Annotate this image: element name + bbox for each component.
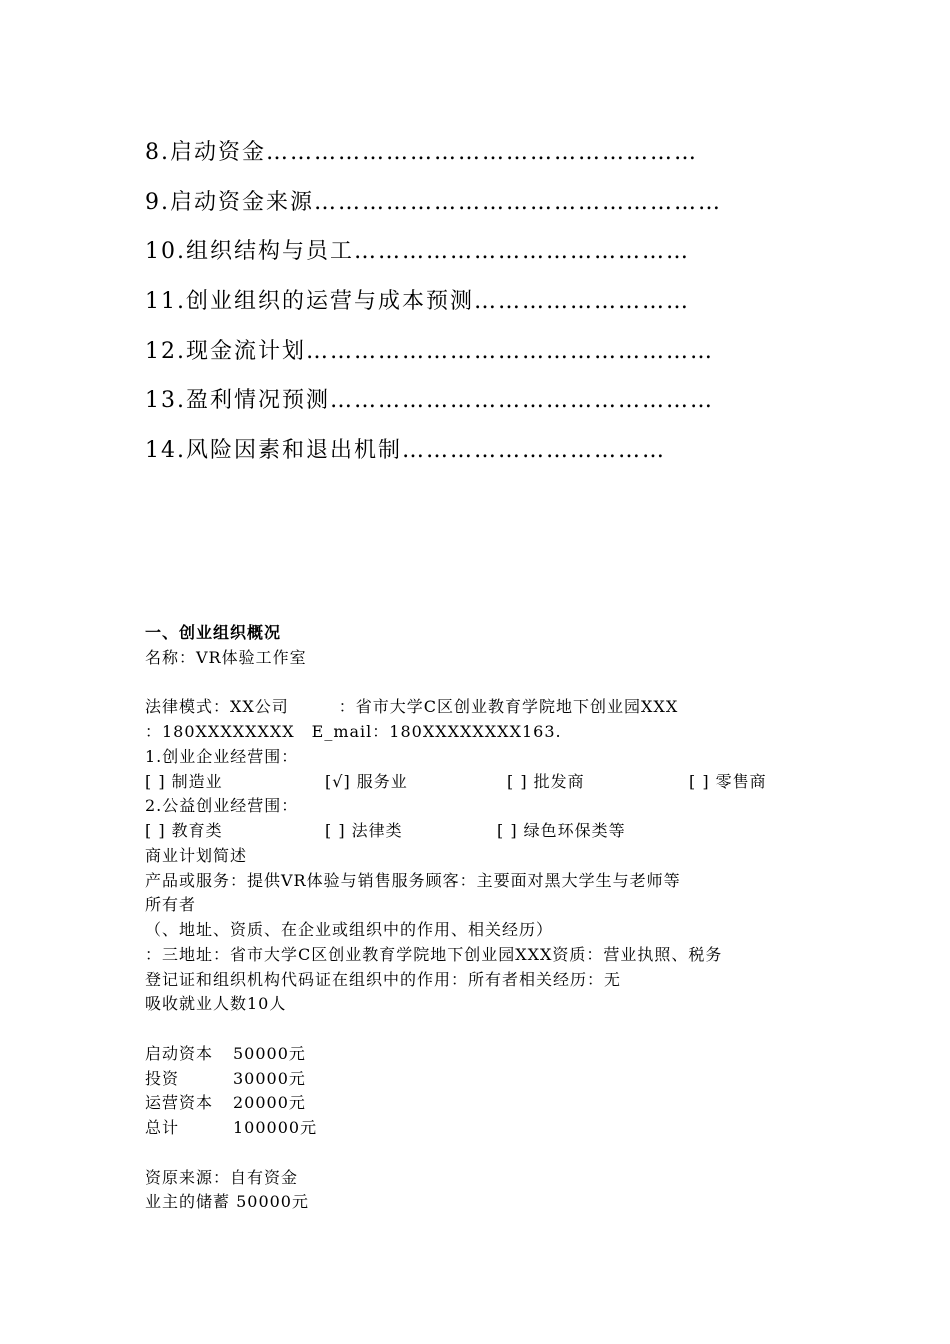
option-wholesale: [ ] 批发商 xyxy=(507,771,585,791)
owner-note: （、地址、资质、在企业或组织中的作用、相关经历） xyxy=(145,920,554,939)
blank-line xyxy=(145,1141,845,1166)
plan-summary-title: 商业计划简述 xyxy=(145,845,248,865)
employment-line: 吸收就业人数10人 xyxy=(145,994,287,1014)
section-heading: 一、创业组织概况 xyxy=(145,623,282,642)
blank-line xyxy=(145,671,845,696)
capital-value: 20000元 xyxy=(233,1093,306,1113)
capital-label: 总计 xyxy=(145,1118,180,1137)
org-name: 名称：VR体验工作室 xyxy=(145,647,307,667)
capital-row xyxy=(145,1067,845,1092)
table-of-contents xyxy=(145,128,825,476)
option-environmental: [ ] 绿色环保类等 xyxy=(497,821,626,840)
section-body xyxy=(145,621,845,1215)
owner-savings: 业主的储蓄 50000元 xyxy=(145,1192,309,1212)
toc-entry: 9.启动资金来源…………………………………………… xyxy=(145,189,722,215)
capital-label: 启动资本 xyxy=(145,1043,214,1063)
capital-label: 投资 xyxy=(145,1068,180,1088)
public-scope-label: 2.公益创业经营围： xyxy=(145,796,299,816)
public-options xyxy=(145,819,845,844)
contact-line: ：180XXXXXXXX E_mail：180XXXXXXXX163. xyxy=(145,722,562,741)
enterprise-options xyxy=(145,770,845,795)
option-education: [ ] 教育类 xyxy=(145,821,223,840)
option-manufacturing: [ ] 制造业 xyxy=(145,771,223,791)
org-address: ：省市大学C区创业教育学院地下创业园XXX xyxy=(338,697,679,717)
product-line: 产品或服务：提供VR体验与销售服务顾客：主要面对黑大学生与老师等 xyxy=(145,870,681,890)
toc-entry: 12.现金流计划…………………………………………… xyxy=(145,338,714,364)
option-services: [√] 服务业 xyxy=(325,771,408,791)
option-legal: [ ] 法律类 xyxy=(325,821,403,840)
toc-entry: 14.风险因素和退出机制…………………………… xyxy=(145,438,666,464)
capital-label: 运营资本 xyxy=(145,1093,214,1113)
enterprise-scope-label: 1.创业企业经营围： xyxy=(145,746,299,766)
capital-row xyxy=(145,1116,845,1141)
capital-row xyxy=(145,1042,845,1067)
toc-entry: 13.盈利情况预测………………………………………… xyxy=(145,388,714,414)
toc-entry: 8.启动资金……………………………………………… xyxy=(145,140,698,165)
capital-value: 50000元 xyxy=(233,1043,306,1063)
capital-value: 100000元 xyxy=(233,1118,318,1137)
capital-row xyxy=(145,1091,845,1116)
option-retail: [ ] 零售商 xyxy=(689,771,767,791)
capital-value: 30000元 xyxy=(233,1068,306,1088)
address-line: ：三地址：省市大学C区创业教育学院地下创业园XXX资质：营业执照、税务 xyxy=(145,944,723,964)
toc-entry: 11.创业组织的运营与成本预测……………………… xyxy=(145,289,690,315)
blank-line xyxy=(145,1017,845,1042)
legal-line xyxy=(145,695,845,720)
toc-entry: 10.组织结构与员工…………………………………… xyxy=(145,239,690,265)
address-line-continued: 登记证和组织机构代码证在组织中的作用：所有者相关经历：无 xyxy=(145,969,622,989)
legal-form: 法律模式：XX公司 xyxy=(145,697,289,717)
funding-source: 资原来源：自有资金 xyxy=(145,1167,299,1187)
owner-label: 所有者 xyxy=(145,895,197,915)
